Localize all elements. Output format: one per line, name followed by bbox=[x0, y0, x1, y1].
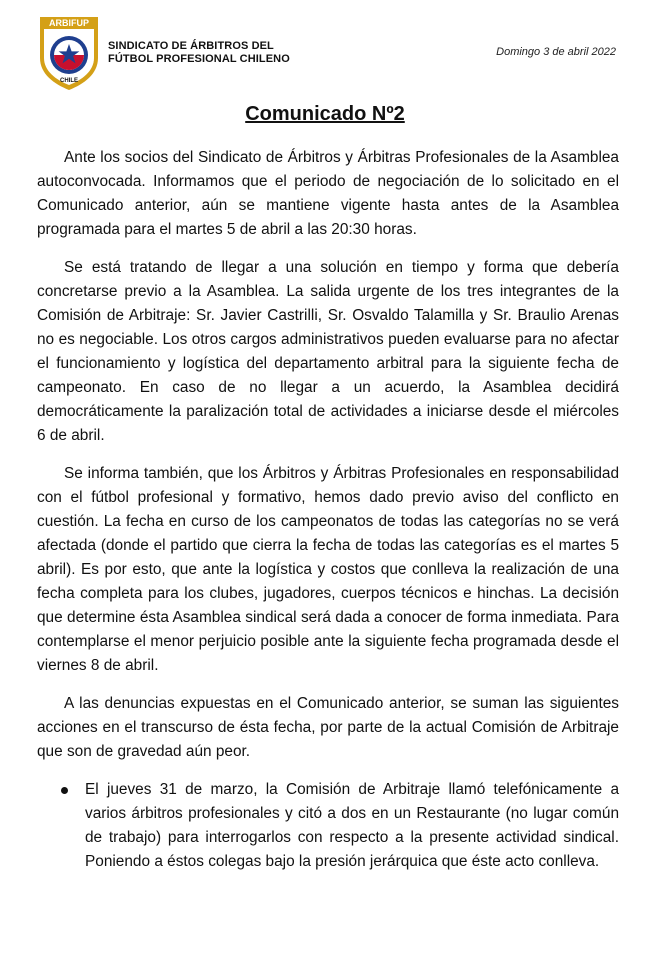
document-body bbox=[37, 146, 619, 874]
paragraph: Se está tratando de llegar a una solución en tiempo y forma que debería concretarse previo a la Asamblea. La salida urgente de los tres integrantes de la Comisión de Arbitraje: Sr. Javier Castrilli, Sr. Osvaldo Talamilla y Sr. Braulio Arenas no es negociable. Los otros cargos administrativos pueden evaluarse para no afectar el funcionamiento y logística del departamento arbitral para la siguiente fecha de campeonato. En caso de no llegar a un acuerdo, la Asamblea decidirá democráticamente la paralización total de actividades a iniciarse desde el miércoles 6 de abril. bbox=[37, 259, 619, 444]
logo-bottom-text: CHILE bbox=[60, 78, 78, 84]
bullet-list bbox=[37, 778, 619, 874]
document-title: Comunicado Nº2 bbox=[245, 103, 405, 125]
bullet-dot-icon bbox=[61, 787, 68, 794]
document-date: Domingo 3 de abril 2022 bbox=[496, 46, 616, 58]
logo-top-text: ARBIFUP bbox=[49, 18, 89, 28]
paragraph: A las denuncias expuestas en el Comunicado anterior, se suman las siguientes acciones en el transcurso de ésta fecha, por parte de la actual Comisión de Arbitraje que son de gravedad aún peor. bbox=[37, 695, 619, 760]
bullet-text: El jueves 31 de marzo, la Comisión de Arbitraje llamó telefónicamente a varios árbitros profesionales y citó a dos en un Restaurante (no lugar común de trabajo) para interrogarlos con respecto a la presente actividad sindical. Poniendo a éstos colegas bajo la presión jerárquica que éste acto conlleva. bbox=[85, 781, 619, 870]
org-name-line2: FÚTBOL PROFESIONAL CHILENO bbox=[108, 53, 290, 65]
arbifup-shield-logo-icon bbox=[36, 14, 102, 92]
bullet-item bbox=[37, 778, 619, 874]
org-name-line1: SINDICATO DE ÁRBITROS DEL bbox=[108, 40, 274, 52]
letterhead bbox=[0, 0, 650, 100]
paragraph: Se informa también, que los Árbitros y Árbitras Profesionales en responsabilidad con el fútbol profesional y formativo, hemos dado previo aviso del conflicto en cuestión. La fecha en curso de los campeonatos de todas las categorías no se verá afectada (donde el partido que cierra la fecha de todas las categorías es el martes 5 abril). Es por esto, que ante la logística y costos que conlleva la realización de una fecha completa para los clubes, jugadores, cuerpos técnicos e hinchas. La decisión que determine ésta Asamblea sindical será dada a conocer de forma inmediata. Para contemplarse el menor perjuicio posible ante la siguiente fecha programada desde el viernes 8 de abril. bbox=[37, 465, 619, 674]
organization-name bbox=[108, 40, 290, 66]
paragraph: Ante los socios del Sindicato de Árbitros y Árbitras Profesionales de la Asamblea autoconvocada. Informamos que el periodo de negociación de lo solicitado en el Comunicado anterior, aún se mantiene vigente hasta antes de la Asamblea programada para el martes 5 de abril a las 20:30 horas. bbox=[37, 149, 619, 238]
